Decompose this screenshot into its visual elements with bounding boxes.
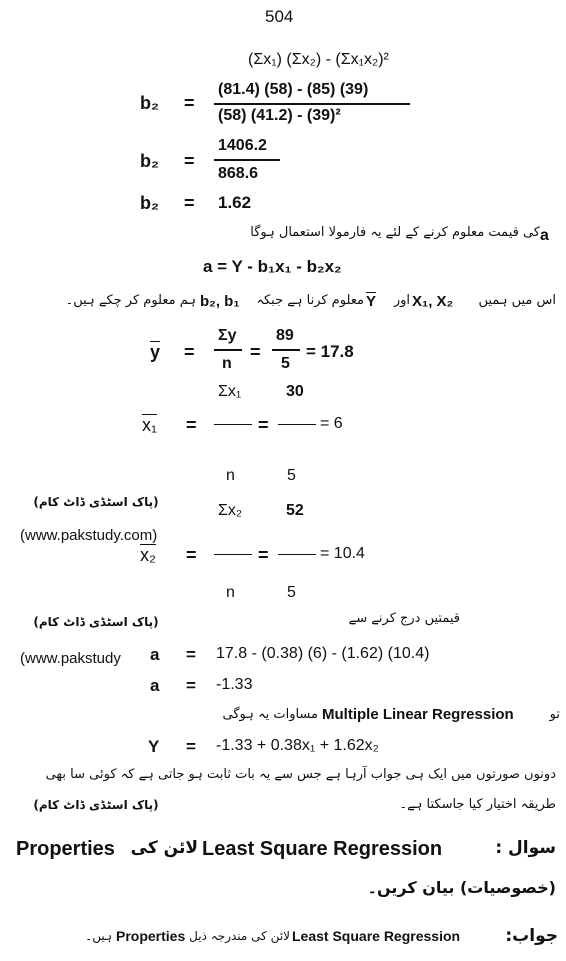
answer-english-2: Properties xyxy=(116,928,186,944)
sum-x2: Σx₂ xyxy=(218,502,243,519)
a-intro-text: کی قیمت معلوم کرنے کے لئے یہ فارمولا استعمال ہوگا xyxy=(250,225,540,240)
fraction-bar xyxy=(278,554,316,555)
fraction-bar xyxy=(278,424,316,425)
y-label: Y xyxy=(148,737,160,756)
y-bar: $\overline{y}$ xyxy=(150,342,161,362)
equals-sign: = xyxy=(186,676,196,695)
equals-sign: = xyxy=(184,193,195,213)
a-calculation: 17.8 - (0.38) (6) - (1.62) (10.4) xyxy=(216,645,430,662)
x1-bar: x₁ xyxy=(142,415,158,435)
n-value: 5 xyxy=(287,467,296,484)
fraction-bar xyxy=(214,159,280,161)
watermark-url-partial: (www.pakstudy xyxy=(20,650,121,667)
b2-numerator-value: 1406.2 xyxy=(218,137,267,154)
b2-label: b₂ xyxy=(140,93,159,113)
question-label: سوال : xyxy=(495,838,556,858)
need-text-post: ہم معلوم کر چکے ہیں۔ xyxy=(65,293,196,308)
fraction-bar xyxy=(214,554,252,555)
b2-label: b₂ xyxy=(140,151,159,171)
sum-x1-value: 30 xyxy=(286,383,304,400)
watermark-urdu: (پاک اسٹڈی ڈاٹ کام) xyxy=(33,615,159,629)
n-denominator: n xyxy=(226,584,235,601)
page-number: 504 xyxy=(265,7,294,26)
watermark-url: (www.pakstudy.com) xyxy=(20,527,158,544)
fraction-bar xyxy=(214,424,252,425)
question-line-2: (خصوصیات) بیان کریں۔ xyxy=(367,878,556,897)
answer-post: ہیں۔ xyxy=(85,929,112,943)
fraction-bar xyxy=(214,349,242,351)
need-text-mid: معلوم کرنا ہے جبکہ xyxy=(256,293,364,308)
substitute-label: قیمتیں درج کرنے سے xyxy=(348,611,460,626)
b2-label: b₂ xyxy=(140,193,159,213)
sum-x1: Σx₁ xyxy=(218,383,242,400)
a-value: -1.33 xyxy=(216,676,253,693)
watermark-urdu: (پاک اسٹڈی ڈاٹ کام) xyxy=(33,495,159,509)
b2-symbolic-numerator: (Σx₁) (Σx₂) - (Σx₁x₂)² xyxy=(248,51,389,68)
need-text-pre: اس میں ہمیں xyxy=(478,293,556,308)
n-value: 5 xyxy=(281,355,290,372)
equals-sign: = xyxy=(250,342,261,362)
y-var: $\overline{Y}$ xyxy=(366,293,377,310)
equals-sign: = xyxy=(258,415,269,435)
answer-label: جواب: xyxy=(505,926,558,946)
answer-english: Least Square Regression xyxy=(292,928,461,944)
need-text-and: اور xyxy=(393,293,410,308)
x2-bar: x₂ xyxy=(140,545,156,565)
a-label: a xyxy=(150,645,160,664)
x2-bar-result: = 10.4 xyxy=(320,545,365,562)
fraction-bar xyxy=(272,349,300,351)
question-mid: لائن کی xyxy=(130,838,198,858)
x-vars: X₁, X₂ xyxy=(412,293,454,310)
fraction-bar xyxy=(214,103,410,105)
sum-y-value: 89 xyxy=(276,327,294,344)
y-bar-result: = 17.8 xyxy=(306,342,354,361)
mlr-pre: تو xyxy=(549,707,560,722)
equals-sign: = xyxy=(186,645,196,664)
b2-denominator: (58) (41.2) - (39)² xyxy=(218,107,341,124)
x1-bar-result: = 6 xyxy=(320,415,343,432)
equals-sign: = xyxy=(186,545,197,565)
question-english-2: Properties xyxy=(16,838,115,860)
question-english: Least Square Regression xyxy=(202,838,443,860)
sum-x2-value: 52 xyxy=(286,502,304,519)
equals-sign: = xyxy=(184,151,195,171)
a-label: a xyxy=(150,676,160,695)
n-value: 5 xyxy=(287,584,296,601)
b-vars: b₂, b₁ xyxy=(200,293,240,310)
mlr-post: مساوات یہ ہوگی xyxy=(222,707,318,722)
equals-sign: = xyxy=(186,415,197,435)
sum-y: Σy xyxy=(218,327,237,344)
answer-mid: لائن کی مندرجہ ذیل xyxy=(189,929,290,943)
mlr-english: Multiple Linear Regression xyxy=(322,706,514,723)
n-denominator: n xyxy=(222,355,232,372)
equals-sign: = xyxy=(184,342,195,362)
conclusion-line-1: دونوں صورتوں میں ایک ہی جواب آرہا ہے جس سے یہ بات ثابت ہو جاتی ہے کہ کوئی سا بھی xyxy=(45,767,556,782)
n-denominator: n xyxy=(226,467,235,484)
equals-sign: = xyxy=(258,545,269,565)
b2-denominator-value: 868.6 xyxy=(218,165,259,182)
variable-a: a xyxy=(540,227,549,244)
equals-sign: = xyxy=(186,737,196,756)
regression-equation: -1.33 + 0.38x₁ + 1.62x₂ xyxy=(216,737,379,754)
equals-sign: = xyxy=(184,93,195,113)
b2-numerator: (81.4) (58) - (85) (39) xyxy=(218,81,369,98)
a-formula: a = Y - b₁x₁ - b₂x₂ xyxy=(203,257,342,276)
b2-value: 1.62 xyxy=(218,193,252,212)
watermark-urdu: (پاک اسٹڈی ڈاٹ کام) xyxy=(33,798,159,812)
conclusion-line-2: طریقہ اختیار کیا جاسکتا ہے۔ xyxy=(399,797,556,812)
